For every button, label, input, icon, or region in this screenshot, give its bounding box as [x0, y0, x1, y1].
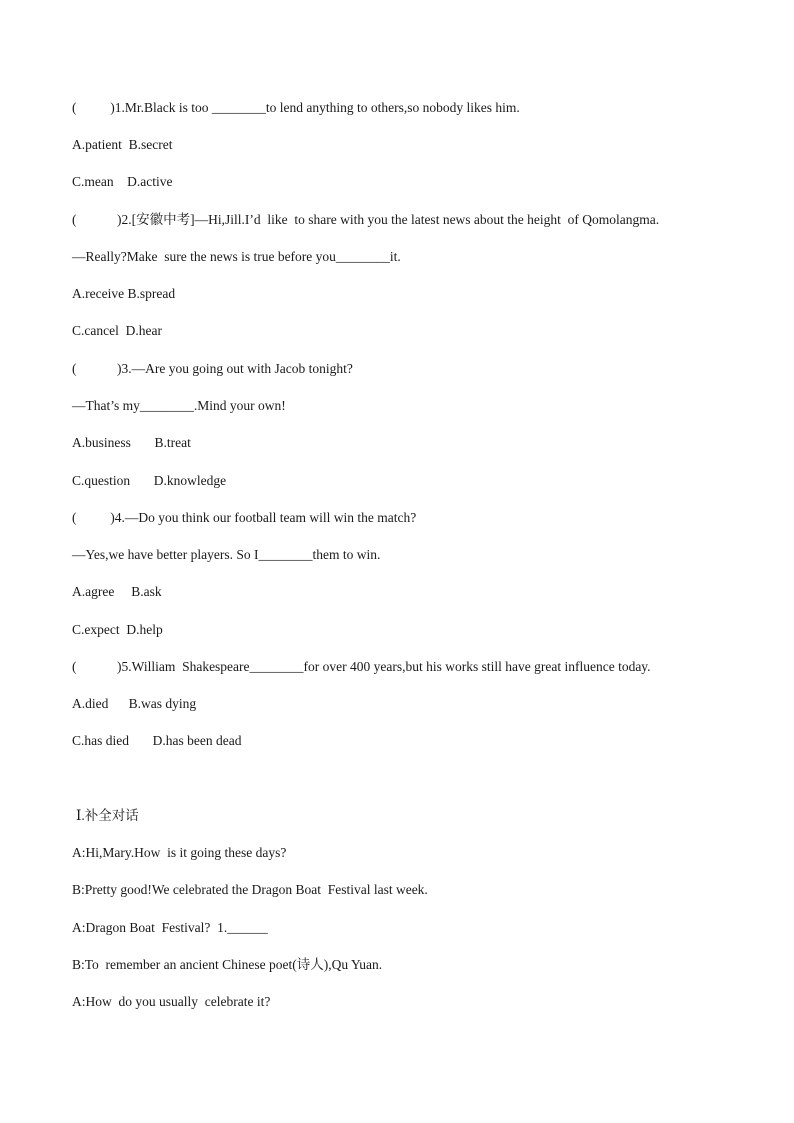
question-4-options-cd: C.expect D.help [72, 622, 163, 637]
question-5-stem: ( )5.William Shakespeare________for over 400 years,but his works still have great influence today. [72, 659, 651, 674]
question-1-options-ab: A.patient B.secret [72, 137, 173, 152]
dialogue-line-4: B:To remember an ancient Chinese poet(诗人),Qu Yuan. [72, 957, 383, 972]
question-1-options-cd: C.mean D.active [72, 174, 173, 189]
dialogue-line-3: A:Dragon Boat Festival? 1.______ [72, 920, 268, 935]
question-4-reply: —Yes,we have better players. So I________them to win. [72, 547, 381, 562]
question-2-options-ab: A.receive B.spread [72, 286, 176, 301]
question-3-options-ab: A.business B.treat [72, 435, 191, 450]
question-5-options-cd: C.has died D.has been dead [72, 733, 242, 748]
question-2-options-cd: C.cancel D.hear [72, 323, 162, 338]
question-4-stem: ( )4.—Do you think our football team will win the match? [72, 510, 417, 525]
question-3-reply: —That’s my________.Mind your own! [72, 398, 286, 413]
question-3-stem: ( )3.—Are you going out with Jacob tonight? [72, 361, 353, 376]
section-title: Ⅰ.补全对话 [76, 808, 139, 823]
question-3-options-cd: C.question D.knowledge [72, 473, 227, 488]
dialogue-line-1: A:Hi,Mary.How is it going these days? [72, 845, 287, 860]
dialogue-line-2: B:Pretty good!We celebrated the Dragon Boat Festival last week. [72, 882, 428, 897]
dialogue-line-5: A:How do you usually celebrate it? [72, 994, 271, 1009]
question-2-reply: —Really?Make sure the news is true before you________it. [72, 249, 401, 264]
question-4-options-ab: A.agree B.ask [72, 584, 162, 599]
question-1-stem: ( )1.Mr.Black is too ________to lend anything to others,so nobody likes him. [72, 100, 520, 115]
question-5-options-ab: A.died B.was dying [72, 696, 197, 711]
question-2-stem: ( )2.[安徽中考]—Hi,Jill.I’d like to share with you the latest news about the height of Qomolangma. [72, 212, 660, 227]
